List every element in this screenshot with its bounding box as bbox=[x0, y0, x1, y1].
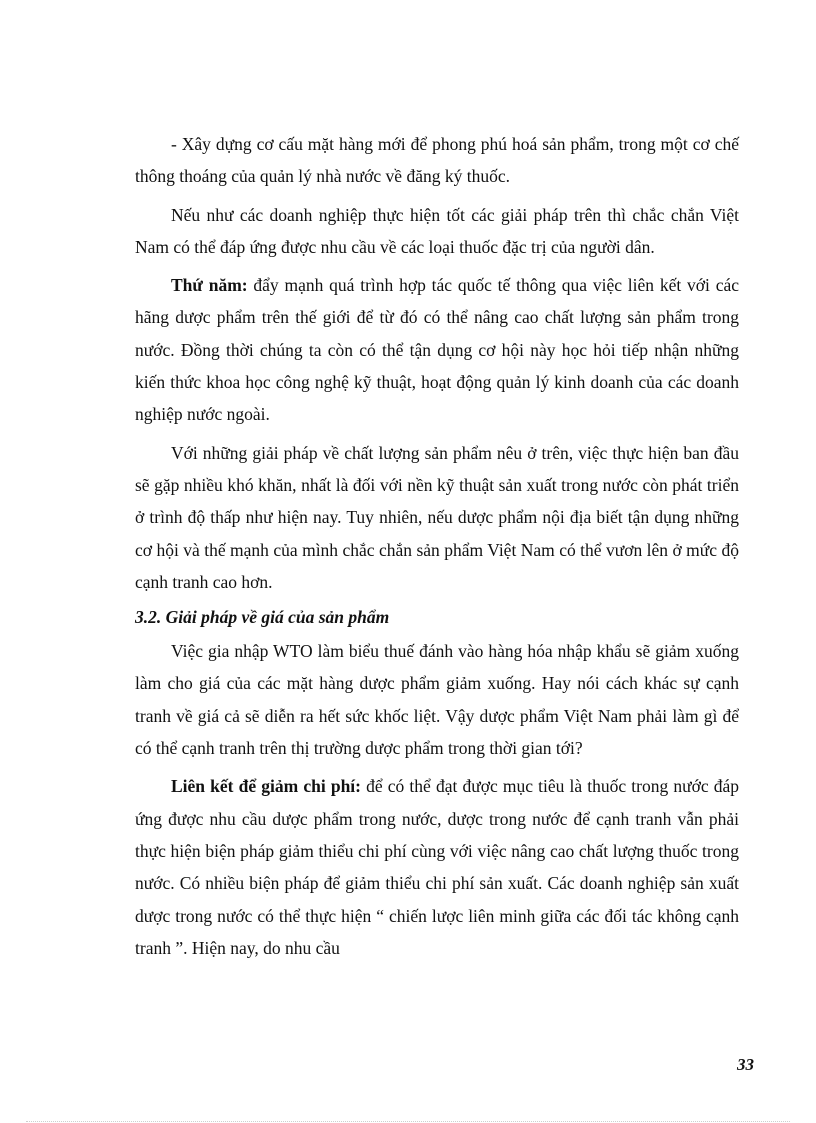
page-number: 33 bbox=[737, 1055, 754, 1074]
paragraph-lead: Liên kết để giảm chi phí: bbox=[171, 776, 361, 797]
document-body bbox=[135, 128, 739, 964]
paragraph-text: Nếu như các doanh nghiệp thực hiện tốt các giải pháp trên thì chắc chắn Việt Nam có thể đáp ứng được nhu cầu về các loại thuốc đặc trị của người dân. bbox=[135, 204, 739, 257]
paragraph-fifth-solution bbox=[135, 269, 739, 430]
page-bottom-divider bbox=[26, 1121, 790, 1122]
paragraph-quality-summary bbox=[135, 437, 739, 598]
paragraph-text: đẩy mạnh quá trình hợp tác quốc tế thông qua việc liên kết với các hãng dược phẩm trên thế giới để từ đó có thể nâng cao chất lượng sản phẩm trong nước. Đồng thời chúng ta còn có thể tận dụng cơ hội này học hỏi tiếp nhận những kiến thức khoa học công nghệ kỹ thuật, hoạt động quản lý kinh doanh của các doanh nghiệp nước ngoài. bbox=[135, 275, 739, 425]
section-heading: 3.2. Giải pháp về giá của sản phẩm bbox=[135, 607, 390, 628]
paragraph-wto-pricing bbox=[135, 635, 739, 764]
paragraph-product-structure bbox=[135, 128, 739, 193]
paragraph-cost-reduction bbox=[135, 770, 739, 964]
paragraph-enterprise-solutions bbox=[135, 199, 739, 264]
paragraph-text: Việc gia nhập WTO làm biểu thuế đánh vào hàng hóa nhập khẩu sẽ giảm xuống làm cho giá của các mặt hàng dược phẩm giảm xuống. Hay nói cách khác sự cạnh tranh về giá cả sẽ diễn ra hết sức khốc liệt. Vậy dược phẩm Việt Nam phải làm gì để có thể cạnh tranh trên thị trường dược phẩm trong thời gian tới? bbox=[135, 641, 739, 759]
paragraph-text: - Xây dựng cơ cấu mặt hàng mới để phong phú hoá sản phẩm, trong một cơ chế thông thoáng của quản lý nhà nước về đăng ký thuốc. bbox=[135, 134, 739, 187]
paragraph-lead: Thứ năm: bbox=[171, 275, 248, 296]
paragraph-text: để có thể đạt được mục tiêu là thuốc trong nước đáp ứng được nhu cầu dược phẩm trong nước, dược trong nước để cạnh tranh vẫn phải thực hiện biện pháp giảm thiểu chi phí cùng với việc nâng cao chất lượng thuốc trong nước. Có nhiều biện pháp để giảm thiểu chi phí sản xuất. Các doanh nghiệp sản xuất dược trong nước có thể thực hiện “ chiến lược liên minh giữa các đối tác không cạnh tranh ”. Hiện nay, do nhu cầu bbox=[135, 776, 739, 958]
paragraph-text: Với những giải pháp về chất lượng sản phẩm nêu ở trên, việc thực hiện ban đầu sẽ gặp nhiều khó khăn, nhất là đối với nền kỹ thuật sản xuất trong nước còn phát triển ở trình độ thấp như hiện nay. Tuy nhiên, nếu dược phẩm nội địa biết tận dụng những cơ hội và thế mạnh của mình chắc chắn sản phẩm Việt Nam có thể vươn lên ở mức độ cạnh tranh cao hơn. bbox=[135, 442, 739, 592]
